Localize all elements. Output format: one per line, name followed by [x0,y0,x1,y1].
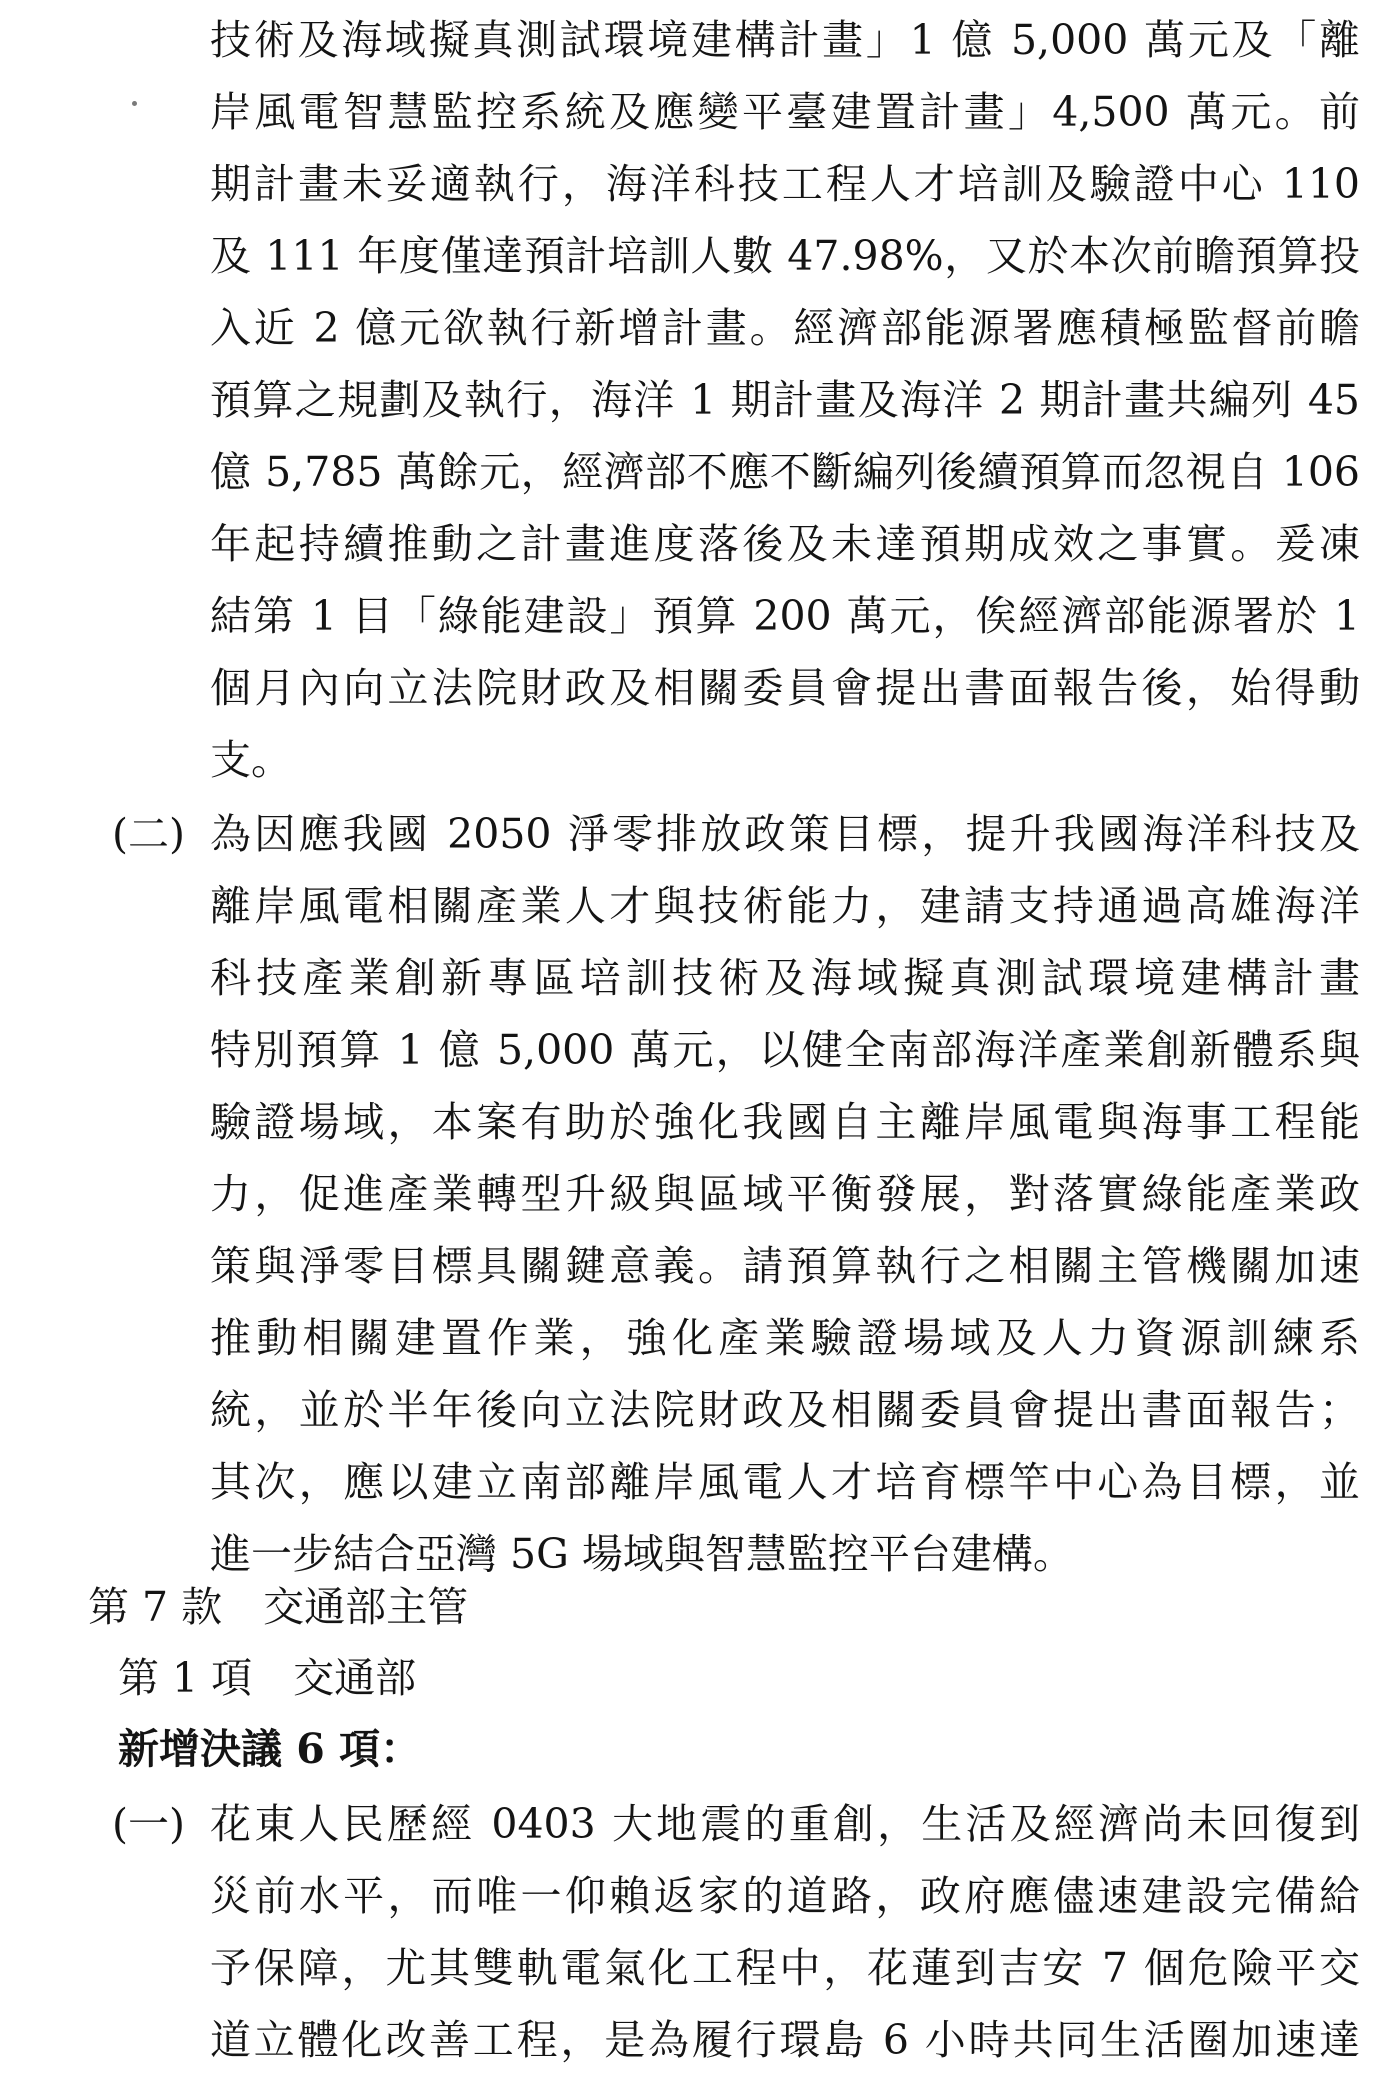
paragraph-line: 推動相關建置作業，強化產業驗證場域及人力資源訓練系 [210,1314,1360,1362]
paragraph-line: 期計畫未妥適執行，海洋科技工程人才培訓及驗證中心 110 [210,160,1360,208]
paragraph-line: 億 5,785 萬餘元，經濟部不應不斷編列後續預算而忽視自 106 [210,448,1360,496]
paragraph-line: 為因應我國 2050 淨零排放政策目標，提升我國海洋科技及 [210,810,1360,858]
section-heading-kuan: 第 7 款 交通部主管 [88,1583,469,1631]
paragraph-line: 其次，應以建立南部離岸風電人才培育標竿中心為目標，並 [210,1458,1360,1506]
scan-speck [132,101,137,106]
item-marker: (二) [112,810,185,858]
paragraph-line: 力，促進產業轉型升級與區域平衡發展，對落實綠能產業政 [210,1170,1360,1218]
paragraph-line: 預算之規劃及執行，海洋 1 期計畫及海洋 2 期計畫共編列 45 [210,376,1360,424]
paragraph-line: 進一步結合亞灣 5G 場域與智慧監控平台建構。 [210,1530,1074,1578]
paragraph-line: 個月內向立法院財政及相關委員會提出書面報告後，始得動 [210,664,1360,712]
continuation-paragraph [210,4,1360,796]
resolution-heading: 新增決議 6 項： [118,1725,422,1773]
paragraph-line: 策與淨零目標具關鍵意義。請預算執行之相關主管機關加速 [210,1242,1360,1290]
paragraph-line: 及 111 年度僅達預計培訓人數 47.98%，又於本次前瞻預算投 [210,232,1360,280]
paragraph-line: 統，並於半年後向立法院財政及相關委員會提出書面報告； [210,1386,1360,1434]
item-marker: (一) [112,1800,185,1848]
paragraph-line: 道立體化改善工程，是為履行環島 6 小時共同生活圈加速達 [210,2016,1360,2064]
item-2-paragraph [210,798,1360,1590]
paragraph-line: 予保障，尤其雙軌電氣化工程中，花蓮到吉安 7 個危險平交 [210,1944,1360,1992]
paragraph-line: 花東人民歷經 0403 大地震的重創，生活及經濟尚未回復到 [210,1800,1360,1848]
paragraph-line: 年起持續推動之計畫進度落後及未達預期成效之事實。爰凍 [210,520,1360,568]
item-1-paragraph [210,1788,1360,2076]
paragraph-line: 入近 2 億元欲執行新增計畫。經濟部能源署應積極監督前瞻 [210,304,1360,352]
paragraph-line: 支。 [210,736,292,784]
paragraph-line: 岸風電智慧監控系統及應變平臺建置計畫」4,500 萬元。前 [210,88,1360,136]
paragraph-line: 驗證場域，本案有助於強化我國自主離岸風電與海事工程能 [210,1098,1360,1146]
paragraph-line: 離岸風電相關產業人才與技術能力，建請支持通過高雄海洋 [210,882,1360,930]
paragraph-line: 特別預算 1 億 5,000 萬元，以健全南部海洋產業創新體系與 [210,1026,1360,1074]
section-heading-xiang: 第 1 項 交通部 [118,1654,417,1702]
paragraph-line: 科技產業創新專區培訓技術及海域擬真測試環境建構計畫 [210,954,1360,1002]
paragraph-line: 災前水平，而唯一仰賴返家的道路，政府應儘速建設完備給 [210,1872,1360,1920]
paragraph-line: 結第 1 目「綠能建設」預算 200 萬元，俟經濟部能源署於 1 [210,592,1360,640]
paragraph-line: 技術及海域擬真測試環境建構計畫」1 億 5,000 萬元及「離 [210,16,1360,64]
